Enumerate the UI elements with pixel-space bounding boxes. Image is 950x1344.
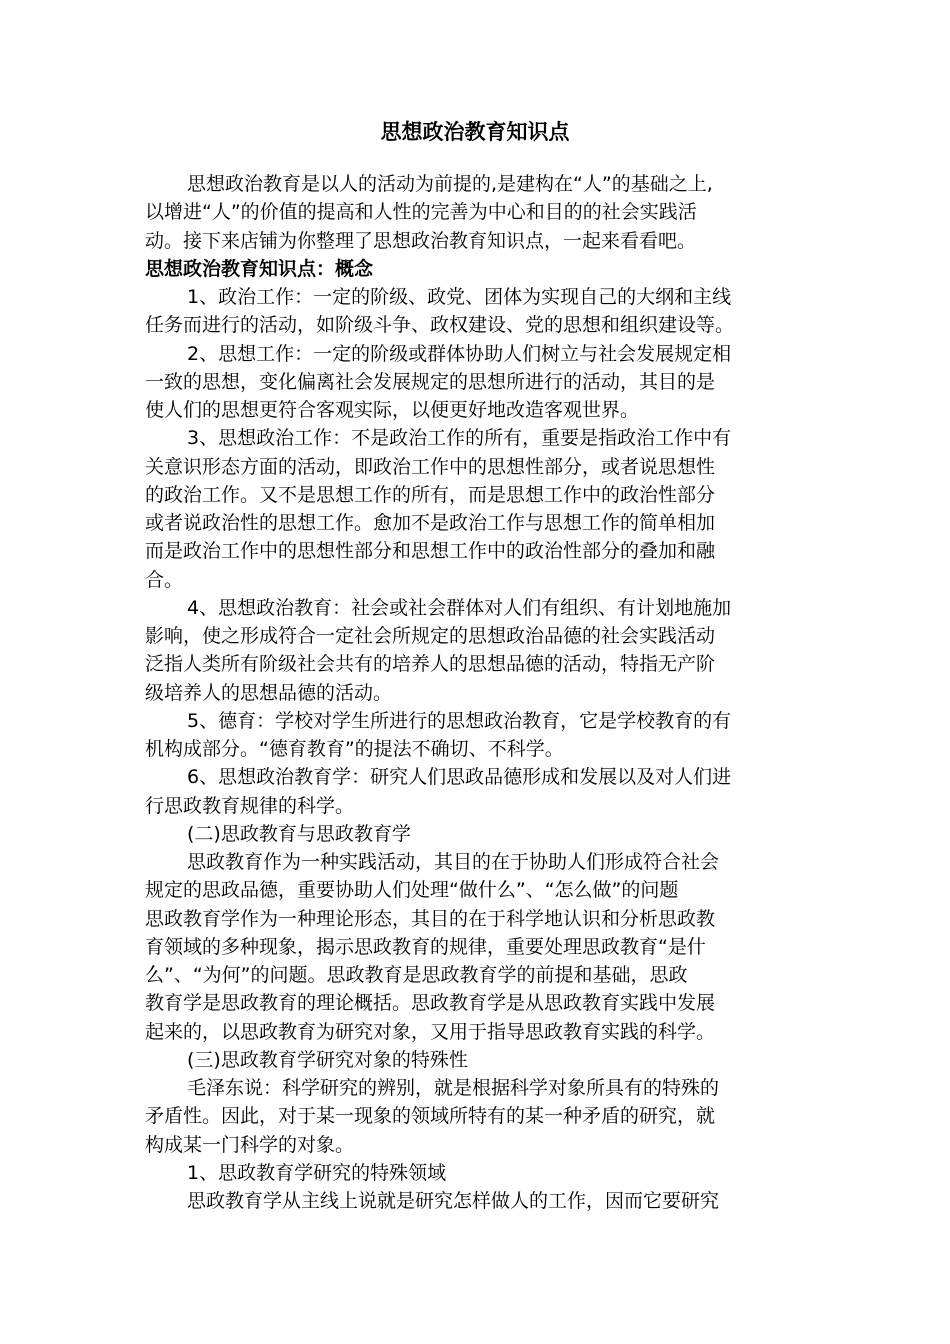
text-line: 1、政治工作：一定的阶级、政党、团体为实现自己的大纲和主线 [187,286,732,308]
text-line: 任务而进行的活动，如阶级斗争、政权建设、党的思想和组织建设等。 [145,314,735,337]
text-line: 一致的思想，变化偏离社会发展规定的思想所进行的活动，其目的是 [145,370,716,393]
text-line: 以增进“人”的价值的提高和人性的完善为中心和目的的社会实践活 [145,201,697,224]
text-line: 起来的，以思政教育为研究对象，又用于指导思政教育实践的科学。 [145,1020,716,1043]
text-line: 思政教育作为一种实践活动，其目的在于协助人们形成符合社会 [187,851,720,873]
text-line: 泛指人类所有阶级社会共有的培养人的思想品德的活动，特指无产阶 [145,653,716,676]
text-line: 或者说政治性的思想工作。愈加不是政治工作与思想工作的简单相加 [145,512,716,534]
text-line: 矛盾性。因此，对于某一现象的领域所特有的某一种矛盾的研究，就 [145,1105,716,1128]
text-line: 使人们的思想更符合客观实际，以便更好地改造客观世界。 [145,399,640,421]
text-line: 思想政治教育是以人的活动为前提的,是建构在“人”的基础之上, [187,173,713,195]
text-line: 的政治工作。又不是思想工作的所有，而是思想工作中的政治性部分 [145,483,716,506]
document-title: 思想政治教育知识点 [380,120,570,144]
text-line: 思政教育学作为一种理论形态，其目的在于科学地认识和分析思政教 [145,907,716,930]
text-line: 教育学是思政教育的理论概括。思政教育学是从思政教育实践中发展 [145,992,716,1015]
section-heading: 思想政治教育知识点：概念 [145,257,374,280]
text-line: 而是政治工作中的思想性部分和思想工作中的政治性部分的叠加和融 [145,540,716,563]
text-line: 机构成部分。“德育教育”的提法不确切、不科学。 [145,738,564,760]
text-line: 5、德育：学校对学生所进行的思想政治教育，它是学校教育的有 [187,709,732,732]
text-line: 1、思政教育学研究的特殊领域 [187,1161,447,1184]
text-line: (三)思政教育学研究对象的特殊性 [187,1048,468,1071]
text-line: 构成某一门科学的对象。 [145,1133,355,1156]
text-line: 动。接下来店铺为你整理了思想政治教育知识点，一起来看看吧。 [145,229,697,252]
text-line: 么”、“为何”的问题。思政教育是思政教育学的前提和基础，思政 [145,964,688,986]
text-line: 级培养人的思想品德的活动。 [145,681,393,704]
text-line: 合。 [145,568,184,591]
text-line: 育领域的多种现象，揭示思政教育的规律，重要处理思政教育“是什 [145,935,706,958]
text-line: 毛泽东说：科学研究的辨别，就是根据科学对象所具有的特殊的 [187,1077,720,1099]
text-line: 6、思想政治教育学：研究人们思政品德形成和发展以及对人们进 [187,766,732,789]
text-line: 关意识形态方面的活动，即政治工作中的思想性部分，或者说思想性 [145,455,716,478]
text-line: 2、思想工作：一定的阶级或群体协助人们树立与社会发展规定相 [187,342,732,365]
text-line: 4、思想政治教育：社会或社会群体对人们有组织、有计划地施加 [187,596,732,619]
text-line: 思政教育学从主线上说就是研究怎样做人的工作，因而它要研究 [187,1190,720,1212]
text-line: 影响，使之形成符合一定社会所规定的思想政治品德的社会实践活动 [145,625,716,647]
text-line: 规定的思政品德，重要协助人们处理“做什么”、“怎么做”的问题 [145,879,679,902]
text-line: 行思政教育规律的科学。 [145,794,355,817]
text-line: (二)思政教育与思政教育学 [187,822,411,845]
text-line: 3、思想政治工作：不是政治工作的所有，重要是指政治工作中有 [187,427,732,450]
